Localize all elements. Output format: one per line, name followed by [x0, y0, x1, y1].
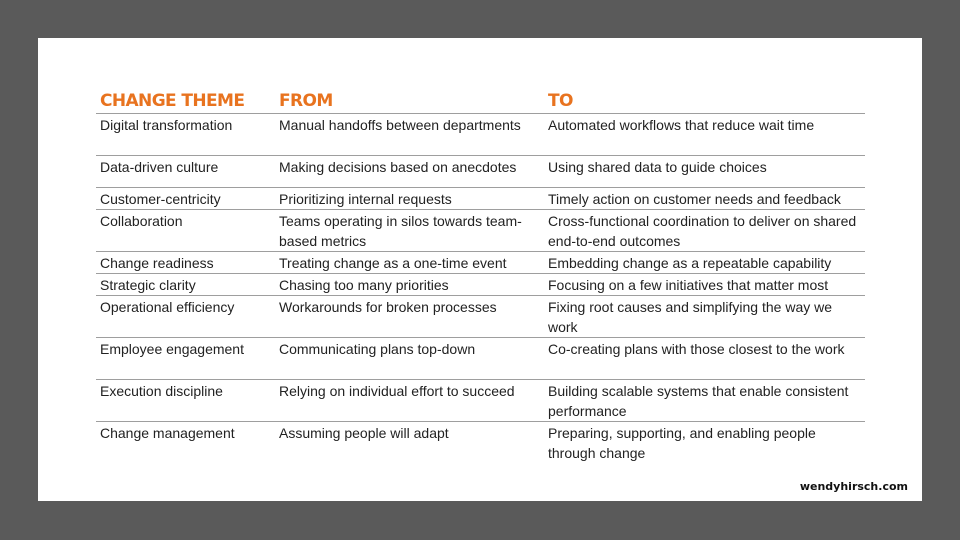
from-cell: Prioritizing internal requests: [275, 188, 544, 210]
table-row: [96, 338, 865, 380]
to-cell: Embedding change as a repeatable capability: [544, 252, 865, 274]
table-row: [96, 422, 865, 464]
from-cell: Assuming people will adapt: [279, 425, 449, 441]
from-cell: Manual handoffs between departments: [275, 114, 544, 156]
table-row: [96, 274, 865, 296]
from-cell: Making decisions based on anecdotes: [275, 156, 544, 188]
header-change-theme: CHANGE THEME: [96, 86, 275, 114]
to-cell: Cross-functional coordination to deliver on shared end-to-end outcomes: [544, 210, 865, 252]
to-cell: Building scalable systems that enable consistent performance: [544, 380, 865, 422]
table-row: [96, 210, 865, 252]
theme-cell: Employee engagement: [96, 338, 275, 380]
to-cell: Automated workflows that reduce wait time: [544, 114, 865, 156]
brand-watermark: wendyhirsch.com: [799, 480, 908, 493]
from-cell: Relying on individual effort to succeed: [275, 380, 544, 422]
theme-cell: Execution discipline: [96, 380, 275, 422]
table-row: [96, 380, 865, 422]
theme-cell: Operational efficiency: [96, 296, 275, 338]
theme-cell: Digital transformation: [96, 114, 275, 156]
to-cell: Fixing root causes and simplifying the way we work: [544, 296, 865, 338]
from-cell: Teams operating in silos towards team-based metrics: [275, 210, 544, 252]
table-row: [96, 188, 865, 210]
to-cell: Preparing, supporting, and enabling people through change: [548, 425, 816, 461]
to-cell: Using shared data to guide choices: [544, 156, 865, 188]
change-theme-table: [96, 86, 865, 464]
from-cell: Treating change as a one-time event: [275, 252, 544, 274]
to-cell: Focusing on a few initiatives that matter most: [544, 274, 865, 296]
theme-cell: Data-driven culture: [96, 156, 275, 188]
table-row: [96, 252, 865, 274]
from-cell: Workarounds for broken processes: [275, 296, 544, 338]
from-cell: Chasing too many priorities: [275, 274, 544, 296]
to-cell: Co-creating plans with those closest to the work: [544, 338, 865, 380]
table-row: [96, 114, 865, 156]
header-from: FROM: [275, 86, 544, 114]
header-to: TO: [544, 86, 865, 114]
theme-cell: Customer-centricity: [96, 188, 275, 210]
table-header-row: [96, 86, 865, 114]
table-row: [96, 156, 865, 188]
table-row: [96, 296, 865, 338]
theme-cell: Collaboration: [96, 210, 275, 252]
theme-cell: Change management: [100, 425, 235, 441]
theme-cell: Strategic clarity: [96, 274, 275, 296]
from-cell: Communicating plans top-down: [275, 338, 544, 380]
slide: [38, 38, 922, 501]
to-cell: Timely action on customer needs and feedback: [544, 188, 865, 210]
theme-cell: Change readiness: [96, 252, 275, 274]
